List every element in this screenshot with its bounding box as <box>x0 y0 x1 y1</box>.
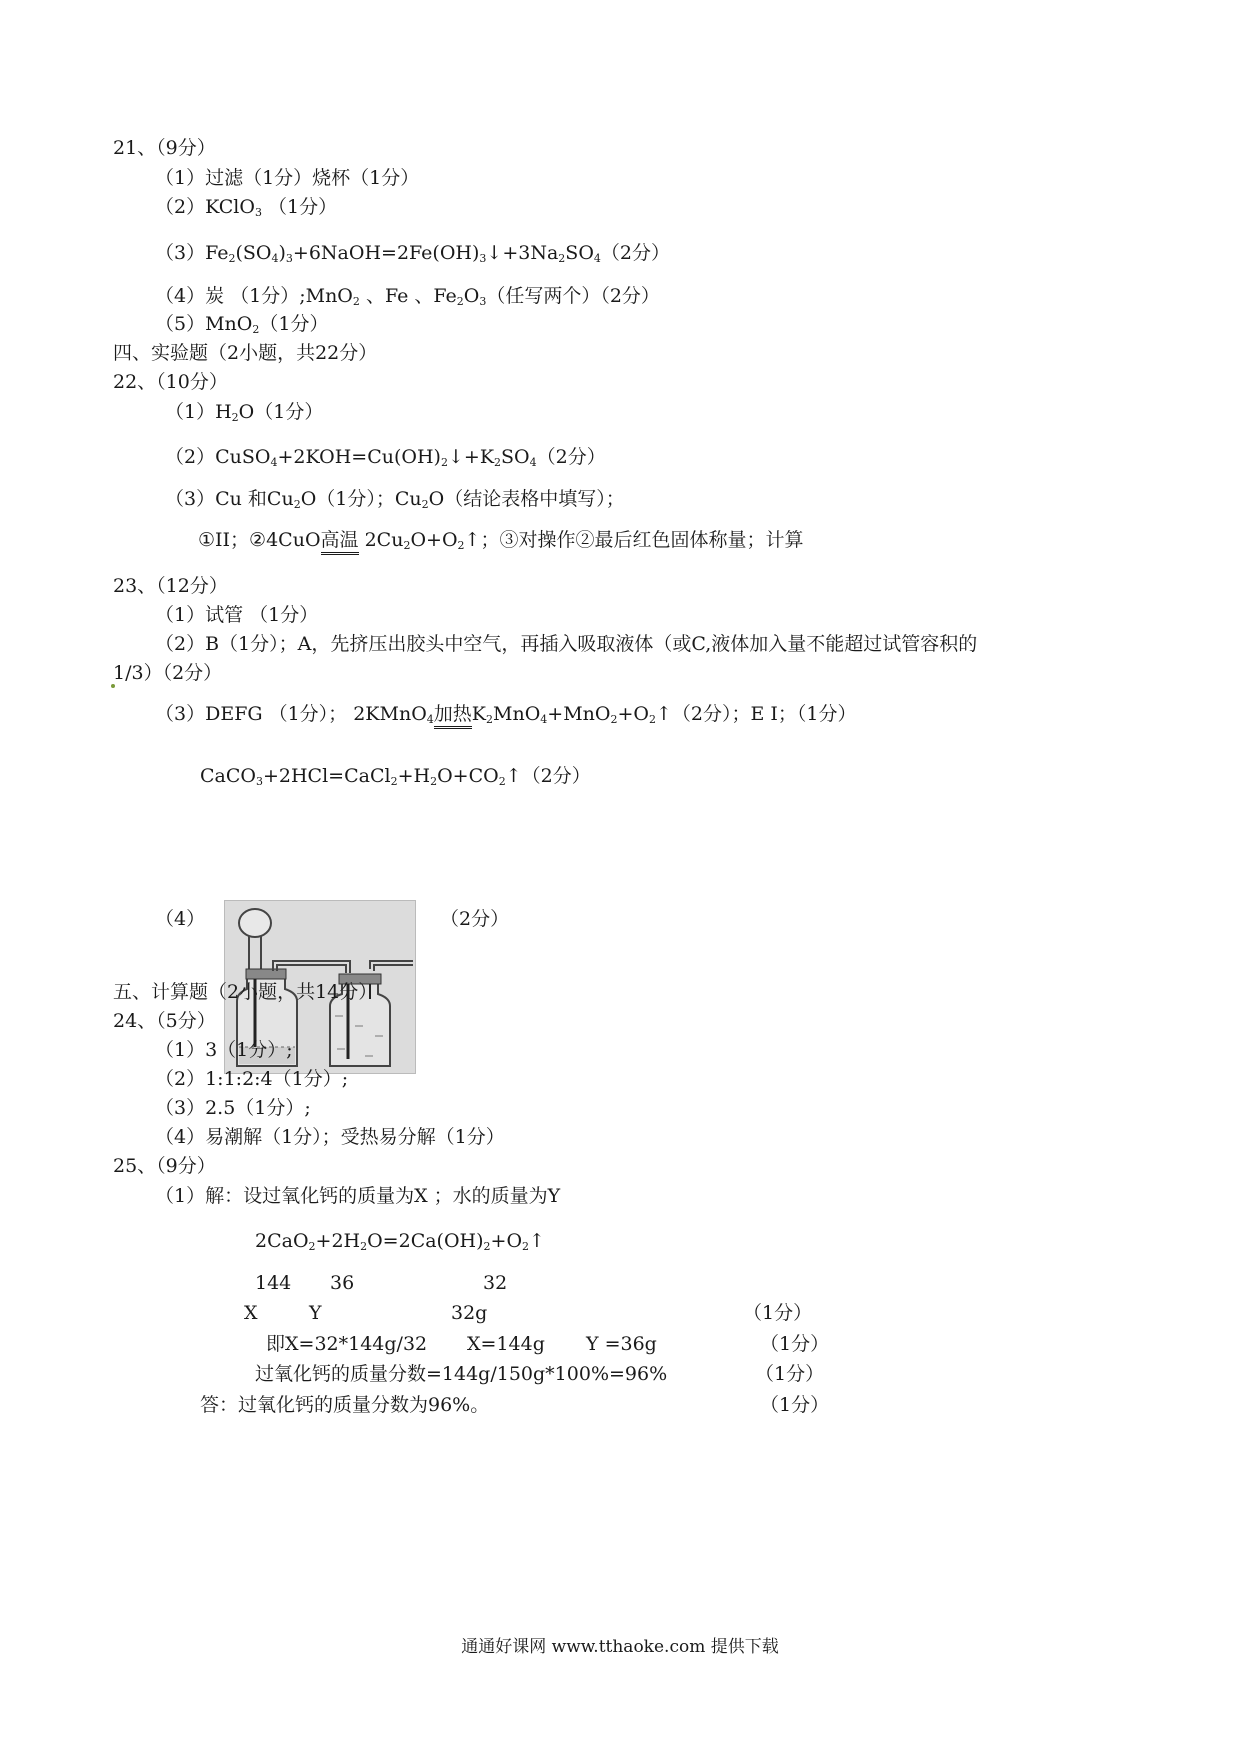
q25-score-3: （1分） <box>755 1363 825 1385</box>
q23-line-5-label: （4） <box>155 908 206 930</box>
q22-line-1: $(1)H_2O(1$分） <box>165 401 324 424</box>
q25-score-1: （1分） <box>743 1302 813 1324</box>
q23-heading: 23、（12分） <box>113 575 228 597</box>
q25-heading: 25、（9分） <box>113 1155 216 1177</box>
q24-line-1: （1）3（1分）; <box>155 1039 293 1061</box>
high-temp-condition: 高温 <box>321 529 359 555</box>
q22-line-2: $(2)CuSO_4+2KOH=Cu(OH)_2↓+K_2SO_4(2$分） <box>165 446 606 469</box>
q25-molar-mass-2: 36 <box>330 1272 355 1294</box>
heating-condition: 加热 <box>434 703 472 729</box>
q25-unknown-y: Y <box>309 1302 322 1324</box>
q25-calc-x: 即X=32*144g/32 <box>266 1333 428 1355</box>
q25-answer: 答：过氧化钙的质量分数为96%。 <box>200 1394 490 1416</box>
section-5-heading: 五、计算题（2小题，共14分） <box>113 981 378 1003</box>
q25-unknown-x: X <box>244 1302 258 1324</box>
q24-heading: 24、（5分） <box>113 1010 216 1032</box>
q23-line-5-score: （2分） <box>440 908 510 930</box>
q21-heading: 21、（9分） <box>113 137 216 159</box>
q25-equation: $2CaO_2+2H_2O=2Ca(OH)_2+O_2↑$ <box>255 1230 545 1253</box>
q23-line-2: （2）B（1分）；A，先挤压出胶头中空气，再插入吸取液体（或C,液体加入量不能超过试管容积的 <box>155 633 978 655</box>
q24-line-2: （2）1:1:2:4（1分）; <box>155 1068 349 1090</box>
q23-line-2-cont: 1/3）（2分） <box>113 662 223 684</box>
q23-line-3: （3）DEFG （1分）； 2KMnO$_4$加热$K_2MnO_4+MnO_2+O_2↑(2$分）；E I；（1分） <box>155 702 857 726</box>
q25-molar-mass-1: 144 <box>255 1272 292 1294</box>
q25-molar-mass-3: 32 <box>483 1272 508 1294</box>
q23-line-1: （1）试管 （1分） <box>155 604 319 626</box>
q21-line-1: （1）过滤（1分）烧杯（1分） <box>155 167 420 189</box>
q25-line-1: （1）解：设过氧化钙的质量为X ；水的质量为Y <box>155 1185 561 1207</box>
q21-line-4: （4）炭 （1分）;MnO$_2$ 、Fe 、$Fe_2O_3$（任写两个）（2分） <box>155 285 660 308</box>
q25-mass-fraction: 过氧化钙的质量分数=144g/150g*100%=96% <box>255 1363 668 1385</box>
q25-known-mass: 32g <box>451 1302 488 1324</box>
q22-line-3: （3）Cu 和$Cu_2O(1$分）；$Cu_2O$（结论表格中填写）； <box>165 488 625 511</box>
q24-line-3: （3）2.5（1分）; <box>155 1097 311 1119</box>
q25-result-y: Y =36g <box>586 1333 657 1355</box>
q21-line-5: （5）MnO$_2$（1分） <box>155 313 329 336</box>
q25-result-x: X=144g <box>467 1333 545 1355</box>
q24-line-4: （4）易潮解（1分）；受热易分解（1分） <box>155 1126 505 1148</box>
q22-heading: 22、（10分） <box>113 371 228 393</box>
q25-score-2: （1分） <box>760 1333 830 1355</box>
q21-line-3: $(3)Fe_2(SO_4)_3+6NaOH=2Fe(OH)_3↓+3Na_2SO_4(2$分） <box>155 242 670 265</box>
q25-score-4: （1分） <box>760 1394 830 1416</box>
q22-line-4: ①II；②4CuO高温 $2Cu_2O+O_2↑$；③对操作②最后红色固体称量；计算 <box>198 528 803 552</box>
page-footer: 通通好课网 www.tthaoke.com 提供下载 <box>461 1637 779 1657</box>
q23-line-4: $CaCO_3+2HCl=CaCl_2+H_2O+CO_2↑(2$分） <box>200 765 591 788</box>
section-4-heading: 四、实验题（2小题，共22分） <box>113 342 378 364</box>
q21-line-2: （2）KClO$_3$ （1分） <box>155 196 338 219</box>
